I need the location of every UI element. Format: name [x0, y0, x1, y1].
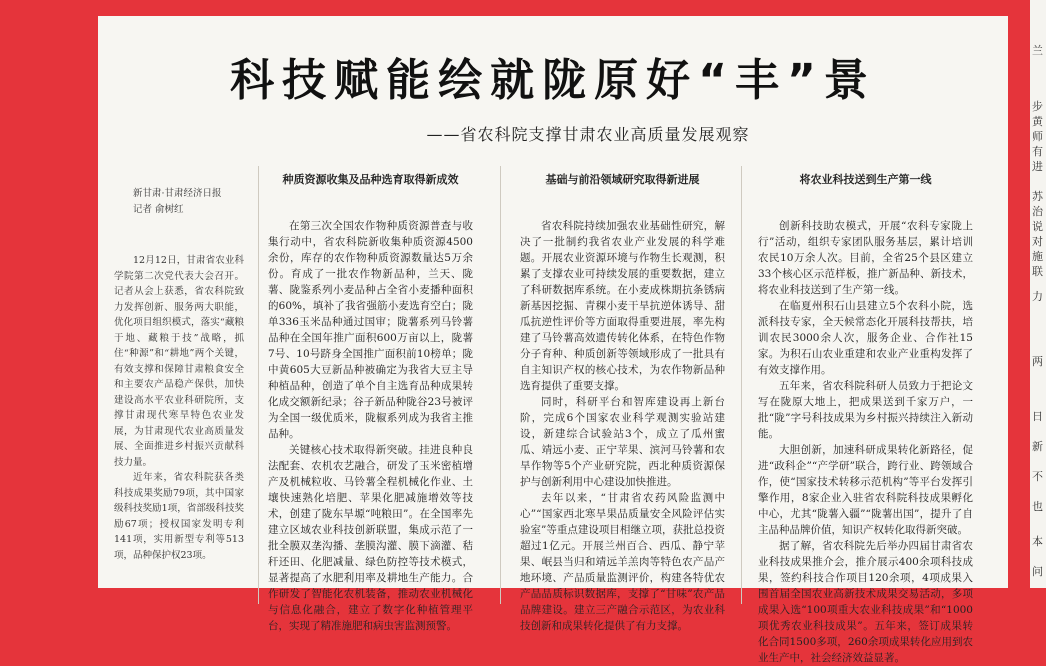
fragment-text: 本 [1032, 535, 1043, 548]
fragment-text: 问 [1032, 565, 1043, 578]
fragment-text: 进 [1032, 160, 1043, 173]
body-paragraph: 同时，科研平台和智库建设再上新台阶，完成6个国家农业科学观测实验站建设，新建综合试验站3个，成立了瓜州蜜瓜、靖远小麦、正宁苹果、滨河马铃薯和农旱作物等5个产业研究院，西北种质资源保护与创新利用中心建设加快推进。 [520, 396, 725, 488]
body-paragraph: 据了解，省农科院先后举办四届甘肃省农业科技成果推介会，推介展示400余项科技成果，签约科技合作项目120余项，4项成果入围首届全国农业高新技术成果交易活动，多项成果入选“100项重大农业科技成果”和“1000项优秀农业科技成果”。五年来，签订成果转化合同1500多项，260余项成果转化应用到农业生产中，社会经济效益显著。 [758, 540, 973, 664]
fragment-text: 苏 [1032, 190, 1043, 203]
body-paragraph: 五年来，省农科院科研人员致力于把论文写在陇原大地上，把成果送到千家万户，一批“陇”字号科技成果为乡村振兴持续注入新动能。 [758, 380, 973, 440]
fragment-text: 两 [1032, 355, 1043, 368]
body-paragraph: 在临夏州积石山县建立5个农科小院，选派科技专家，全天候常态化开展科技帮扶，培训农民3000余人次，服务企业、合作社15家。为积石山农业重建和农业产业重构发挥了有效支撑作用。 [758, 300, 973, 376]
fragment-text: 也 [1032, 500, 1043, 513]
fragment-text: 治 [1032, 205, 1043, 218]
fragment-text: 新 [1032, 440, 1043, 453]
subheadline: ——省农科院支撑甘肃农业高质量发展观察 [426, 125, 750, 144]
fragment-text: 不 [1032, 470, 1043, 483]
body-paragraph: 去年以来，“甘肃省农药风险监测中心”“国家西北寒旱果品质量安全风险评估实验室”等重点建设项目相继立项，获批总投资超过1亿元。开展兰州百合、西瓜、静宁苹果、岷县当归和靖远羊羔肉等特色农产品产地环境、产品质量监测评价，构建各特优农产品品质标识数据库，支撑了“甘味”农产品品牌建设。建立三产融合示范区，为农业科技创新和成果转化提供了有力支撑。 [520, 492, 725, 632]
fragment-text: 兰 [1032, 44, 1043, 57]
lead-paragraph: 近年来，省农科院获各类科技成果奖励79项，其中国家级科技奖励1项，省部级科技奖励67项；授权国家发明专利141项，实用新型专利等513项，品种保护权23项。 [114, 472, 244, 561]
fragment-text: 黄 [1032, 115, 1043, 128]
body-paragraph: 创新科技助农模式，开展“农科专家陇上行”活动，组织专家团队服务基层，累计培训农民10万余人次。目前，全省25个县区建立33个核心区示范样板，推广新品种、新技术，将农业科技送到了生产第一线。 [758, 220, 973, 296]
fragment-text: 日 [1032, 410, 1043, 423]
lead-column [114, 186, 244, 604]
lead-paragraph: 12月12日，甘肃省农业科学院第二次党代表大会召开。记者从会上获悉，省农科院致力发挥创新、服务两大职能，优化项目组织模式，落实“藏粮于地、藏粮于技”战略，抓住“种源”和“耕地”两个关键，有效支撑和保障甘肃粮食安全和主要农产品稳产保供，加快建设高水平农业科研院所，支撑甘肃现代寒旱特色农业发展，为甘肃现代农业高质量发展、全面推进乡村振兴贡献科技力量。 [114, 255, 244, 468]
fragment-text: 师 [1032, 130, 1043, 143]
body-paragraph: 大胆创新，加速科研成果转化新路径，促进“政科企”“产学研”联合，跨行业、跨领域合作，使“国家技术转移示范机构”等平台发挥引擎作用，8家企业入驻省农科院科技成果孵化中心，尤其“陇薯入疆”“陇薯出国”，提升了自主品种品牌价值，知识产权转化取得新突破。 [758, 444, 973, 536]
fragment-text: 联 [1032, 265, 1043, 278]
body-paragraph: 关键核心技术取得新突破。挂进良种良法配套、农机农艺融合，研发了玉米密植增产及机械粒收、马铃薯全程机械化作业、土壤快速熟化培肥、苹果化肥减施增效等技术，创建了陇东旱塬“吨粮田”。在全国率先建立区域农业科技创新联盟，集成示范了一批全膜双垄沟播、垄膜沟灌、膜下滴灌、秸秆还田、化肥减量、绿色防控等技术模式，显著提高了水肥利用率及耕地生产能力。合作研发了智能化农机装备，推动农业机械化与信息化融合，建立了数字化种植管理平台，实现了精准施肥和病虫害监测预警。 [268, 444, 473, 632]
section-germplasm [268, 173, 473, 632]
fragment-text: 施 [1032, 250, 1043, 263]
section-title: 将农业科技送到生产第一线 [799, 173, 932, 186]
column-divider [258, 166, 259, 604]
section-research [520, 173, 725, 632]
headline: 科技赋能绘就陇原好“丰”景 [230, 55, 876, 106]
column-divider [500, 166, 501, 604]
fragment-text: 力 [1032, 290, 1043, 303]
byline-source: 新甘肃·甘肃经济日报 [133, 188, 222, 199]
newspaper-page [98, 16, 1008, 664]
column-divider [741, 166, 742, 604]
section-extension [758, 173, 973, 664]
adjacent-page-edge [1030, 0, 1046, 588]
section-title: 基础与前沿领域研究取得新进展 [545, 173, 700, 186]
byline-reporter: 记者 俞树红 [133, 203, 184, 215]
body-paragraph: 在第三次全国农作物种质资源普查与收集行动中，省农科院新收集种质资源4500余份，库存的农作物种质资源数量达5万余份。育成了一批农作物新品种，兰天、陇薯、陇鉴系列小麦品种占全省小麦播种面积的60%，填补了我省强筋小麦选育空白；陇单336玉米品种通过国审；陇薯系列马铃薯品种在全国年推广面积600万亩以上，陇薯7号、10号跻身全国推广面积前10榜单；陇中黄605大豆新品种被确定为我省大豆主导种植品种，创造了单个自主选育品种成果转化成交额新纪录；谷子新品种陇谷23号被评为全国一级优质米，陇椒系列成为我省主推品种。 [268, 220, 473, 440]
fragment-text: 有 [1032, 145, 1043, 158]
fragment-text: 对 [1032, 235, 1043, 248]
section-title: 种质资源收集及品种选育取得新成效 [282, 173, 459, 186]
body-paragraph: 省农科院持续加强农业基础性研究，解决了一批制约我省农业产业发展的科学难题。开展农业资源环境与作物生长观测，积累了支撑农业可持续发展的重要数据，建立了科研数据库系统。在小麦成株期抗条锈病新基因挖掘、青稞小麦干旱抗逆体诱导、甜瓜抗逆性评价等方面取得重要进展，率先构建了马铃薯高效遗传转化体系，在特色作物分子育种、种质创新等领域形成了一批具有自主知识产权的核心技术，为农作物新品种选育提供了重要支撑。 [520, 220, 725, 392]
fragment-text: 说 [1032, 220, 1043, 233]
fragment-text: 步 [1032, 100, 1043, 113]
